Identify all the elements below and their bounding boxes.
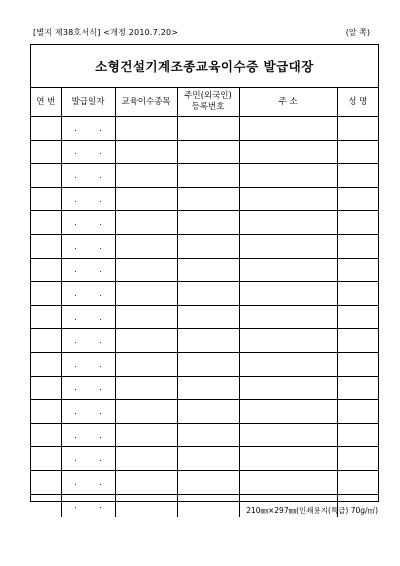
name-cell[interactable] — [337, 140, 378, 164]
serial-cell[interactable] — [31, 234, 61, 258]
issue-date-cell[interactable] — [61, 470, 115, 494]
date-placeholder: . . — [74, 312, 112, 322]
registration-number-cell[interactable] — [177, 376, 239, 400]
name-cell[interactable] — [337, 470, 378, 494]
date-placeholder: . . — [74, 406, 112, 416]
table-row — [31, 234, 378, 258]
course-cell[interactable] — [115, 211, 177, 235]
address-cell[interactable] — [239, 234, 337, 258]
registration-number-cell[interactable] — [177, 117, 239, 141]
registration-number-cell[interactable] — [177, 470, 239, 494]
course-cell[interactable] — [115, 447, 177, 471]
name-cell[interactable] — [337, 187, 378, 211]
table-row — [31, 470, 378, 494]
paper-spec-note: 210㎜×297㎜(인쇄용지(특급) 70g/㎡) — [246, 506, 378, 515]
registration-number-cell[interactable] — [177, 400, 239, 424]
table-row — [31, 400, 378, 424]
registration-number-cell[interactable] — [177, 423, 239, 447]
date-placeholder: . . — [74, 383, 112, 393]
serial-cell[interactable] — [31, 305, 61, 329]
course-cell[interactable] — [115, 423, 177, 447]
issue-date-cell[interactable] — [61, 305, 115, 329]
course-cell[interactable] — [115, 494, 177, 517]
course-cell[interactable] — [115, 140, 177, 164]
table-row — [31, 376, 378, 400]
serial-cell[interactable] — [31, 187, 61, 211]
name-cell[interactable] — [337, 234, 378, 258]
register-table — [31, 88, 378, 517]
table-row — [31, 447, 378, 471]
registration-number-line2: 등록번호 — [191, 102, 225, 112]
serial-cell[interactable] — [31, 329, 61, 353]
serial-cell[interactable] — [31, 164, 61, 188]
issue-date-cell[interactable] — [61, 117, 115, 141]
table-row — [31, 423, 378, 447]
registration-number-cell[interactable] — [177, 234, 239, 258]
page-title: 소형건설기계조종교육이수증 발급대장 — [31, 45, 378, 88]
course-cell[interactable] — [115, 117, 177, 141]
serial-cell[interactable] — [31, 470, 61, 494]
column-header-course: 교육이수종목 — [115, 88, 177, 117]
address-cell[interactable] — [239, 400, 337, 424]
course-cell[interactable] — [115, 164, 177, 188]
date-placeholder: . . — [74, 359, 112, 369]
registration-number-cell[interactable] — [177, 352, 239, 376]
date-placeholder: . . — [74, 170, 112, 180]
address-cell[interactable] — [239, 352, 337, 376]
registration-number-cell[interactable] — [177, 494, 239, 517]
column-header-address: 주 소 — [239, 88, 337, 117]
address-cell[interactable] — [239, 117, 337, 141]
address-cell[interactable] — [239, 423, 337, 447]
address-cell[interactable] — [239, 140, 337, 164]
table-row — [31, 164, 378, 188]
date-placeholder: . . — [74, 454, 112, 464]
date-placeholder: . . — [74, 147, 112, 157]
table-row — [31, 329, 378, 353]
date-placeholder: . . — [74, 241, 112, 251]
date-placeholder: . . — [74, 477, 112, 487]
name-cell[interactable] — [337, 305, 378, 329]
issue-date-cell[interactable] — [61, 447, 115, 471]
name-cell[interactable] — [337, 164, 378, 188]
serial-cell[interactable] — [31, 258, 61, 282]
address-cell[interactable] — [239, 282, 337, 306]
issue-date-cell[interactable] — [61, 234, 115, 258]
serial-cell[interactable] — [31, 494, 61, 517]
name-cell[interactable] — [337, 400, 378, 424]
table-row — [31, 140, 378, 164]
registration-number-cell[interactable] — [177, 329, 239, 353]
table-row — [31, 305, 378, 329]
course-cell[interactable] — [115, 258, 177, 282]
course-cell[interactable] — [115, 234, 177, 258]
registration-number-cell[interactable] — [177, 258, 239, 282]
header-row — [31, 88, 378, 117]
registration-number-cell[interactable] — [177, 447, 239, 471]
course-cell[interactable] — [115, 352, 177, 376]
date-placeholder: . . — [74, 430, 112, 440]
issue-date-cell[interactable] — [61, 211, 115, 235]
serial-cell[interactable] — [31, 423, 61, 447]
issue-date-cell[interactable] — [61, 282, 115, 306]
serial-cell[interactable] — [31, 376, 61, 400]
registration-number-cell[interactable] — [177, 187, 239, 211]
issue-date-cell[interactable] — [61, 352, 115, 376]
address-cell[interactable] — [239, 187, 337, 211]
issue-date-cell[interactable] — [61, 140, 115, 164]
registration-number-cell[interactable] — [177, 305, 239, 329]
issue-date-cell[interactable] — [61, 329, 115, 353]
address-cell[interactable] — [239, 258, 337, 282]
address-cell[interactable] — [239, 305, 337, 329]
name-cell[interactable] — [337, 282, 378, 306]
date-placeholder: . . — [74, 265, 112, 275]
registration-number-cell[interactable] — [177, 211, 239, 235]
address-cell[interactable] — [239, 164, 337, 188]
address-cell[interactable] — [239, 329, 337, 353]
date-placeholder: . . — [74, 123, 112, 133]
course-cell[interactable] — [115, 400, 177, 424]
registration-number-cell[interactable] — [177, 140, 239, 164]
course-cell[interactable] — [115, 187, 177, 211]
name-cell[interactable] — [337, 376, 378, 400]
name-cell[interactable] — [337, 117, 378, 141]
address-cell[interactable] — [239, 376, 337, 400]
issue-date-cell[interactable] — [61, 423, 115, 447]
registration-number-line1: 주민(외국인) — [184, 91, 232, 101]
issue-date-cell[interactable] — [61, 376, 115, 400]
date-placeholder: . . — [74, 288, 112, 298]
course-cell[interactable] — [115, 305, 177, 329]
serial-cell[interactable] — [31, 211, 61, 235]
serial-cell[interactable] — [31, 117, 61, 141]
name-cell[interactable] — [337, 258, 378, 282]
table-row — [31, 117, 378, 141]
address-cell[interactable] — [239, 447, 337, 471]
table-row — [31, 282, 378, 306]
serial-cell[interactable] — [31, 400, 61, 424]
address-cell[interactable] — [239, 470, 337, 494]
name-cell[interactable] — [337, 211, 378, 235]
course-cell[interactable] — [115, 329, 177, 353]
table-row — [31, 258, 378, 282]
issue-date-cell[interactable] — [61, 494, 115, 517]
date-placeholder: . . — [74, 194, 112, 204]
column-header-name: 성 명 — [337, 88, 378, 117]
course-cell[interactable] — [115, 470, 177, 494]
registration-number-cell[interactable] — [177, 164, 239, 188]
registration-number-cell[interactable] — [177, 282, 239, 306]
serial-cell[interactable] — [31, 352, 61, 376]
date-placeholder: . . — [74, 501, 112, 511]
course-cell[interactable] — [115, 282, 177, 306]
issue-date-cell[interactable] — [61, 258, 115, 282]
column-header-serial: 연 번 — [36, 96, 56, 107]
issue-date-cell[interactable] — [61, 400, 115, 424]
issue-date-cell[interactable] — [61, 164, 115, 188]
name-cell[interactable] — [337, 329, 378, 353]
name-cell[interactable] — [337, 423, 378, 447]
column-header-registration-number — [177, 88, 239, 117]
date-placeholder: . . — [74, 336, 112, 346]
column-header-issue-date: 발급일자 — [61, 88, 115, 117]
serial-cell[interactable] — [31, 282, 61, 306]
serial-cell[interactable] — [31, 140, 61, 164]
name-cell[interactable] — [337, 352, 378, 376]
form-label: [별지 제38호서식] <개정 2010.7.20> — [33, 28, 179, 37]
issue-date-cell[interactable] — [61, 187, 115, 211]
serial-cell[interactable] — [31, 447, 61, 471]
table-row — [31, 211, 378, 235]
name-cell[interactable] — [337, 447, 378, 471]
address-cell[interactable] — [239, 211, 337, 235]
side-label: (앞 쪽) — [345, 28, 370, 37]
table-row — [31, 187, 378, 211]
course-cell[interactable] — [115, 376, 177, 400]
table-row — [31, 352, 378, 376]
register-body — [31, 117, 378, 518]
date-placeholder: . . — [74, 218, 112, 228]
